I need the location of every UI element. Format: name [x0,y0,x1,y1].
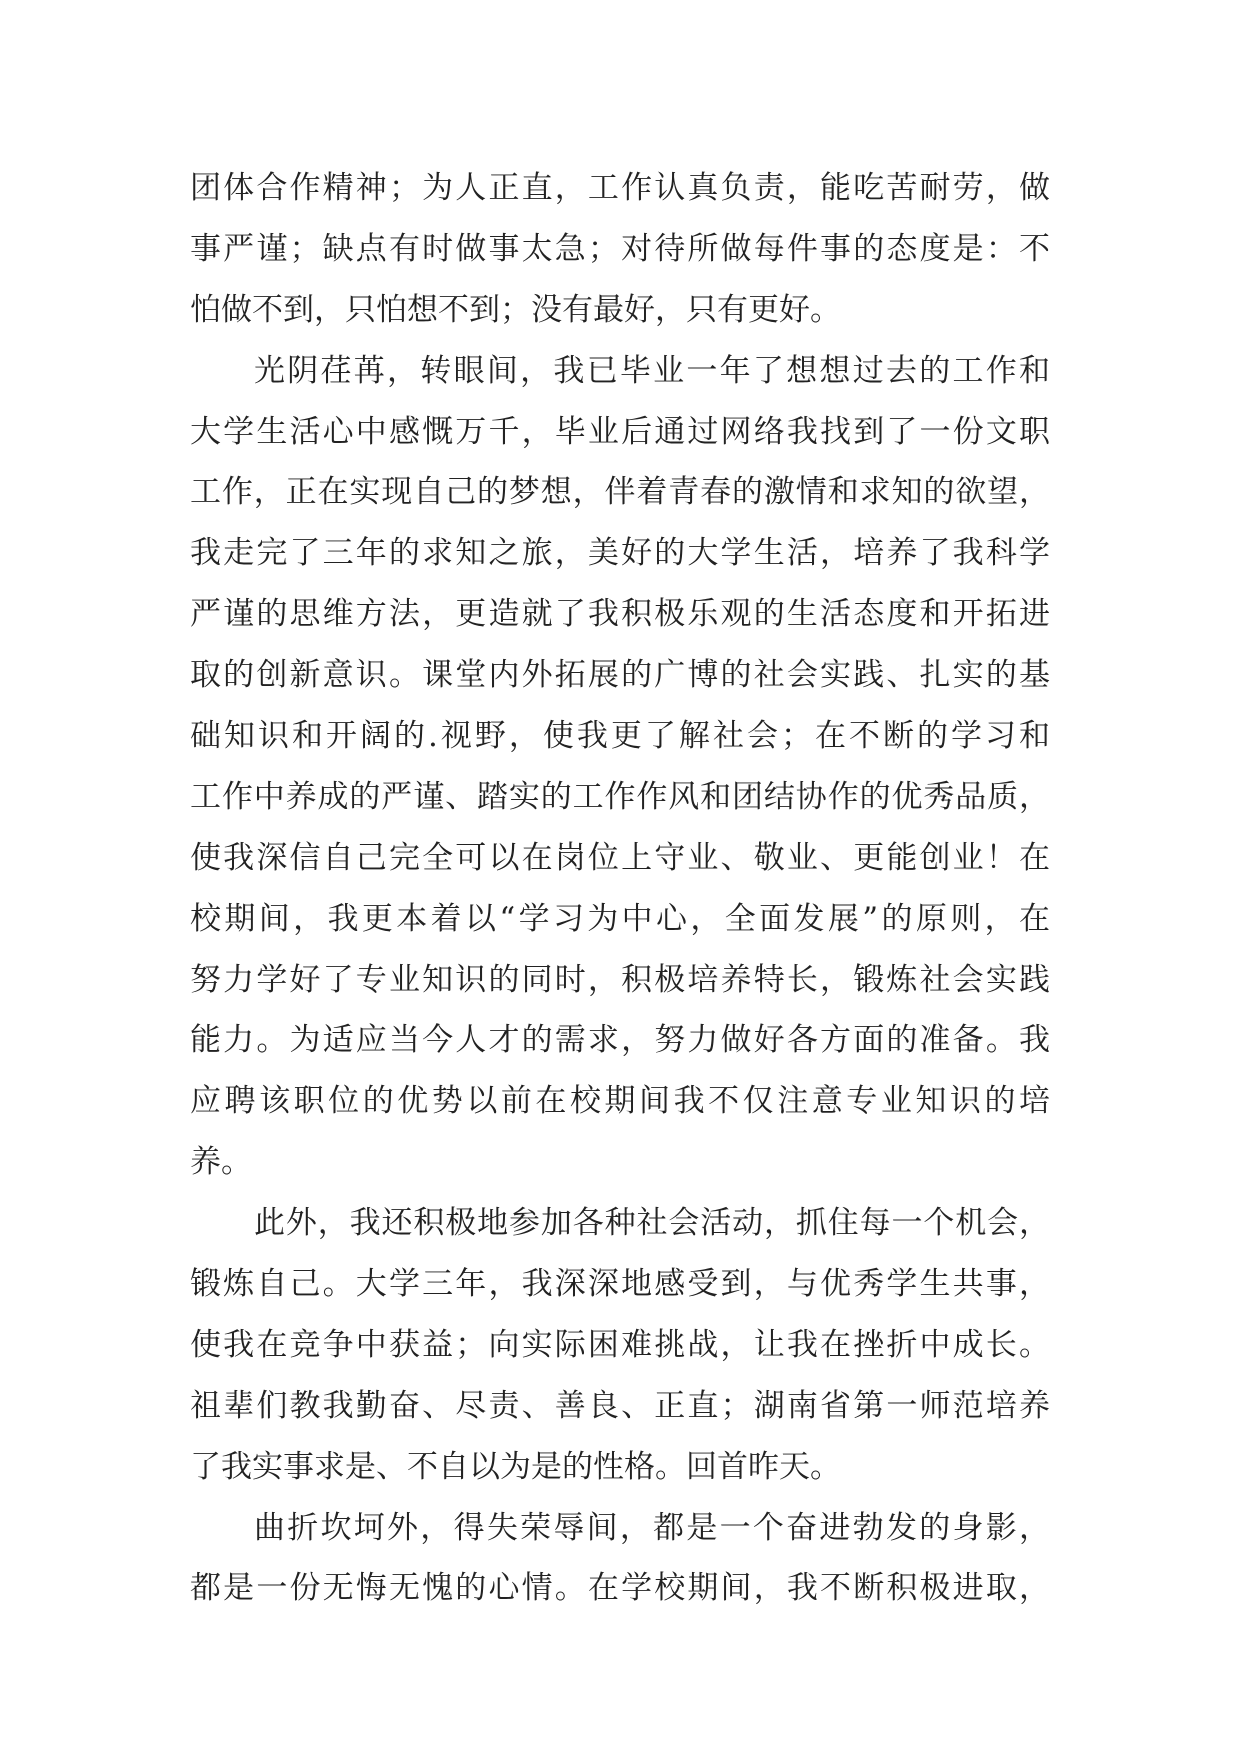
text-line: 严谨的思维方法，更造就了我积极乐观的生活态度和开拓进 [190,596,1050,633]
document-body [190,158,1050,1619]
text-line: 使我在竞争中获益；向实际困难挑战，让我在挫折中成长。 [190,1326,1050,1363]
paragraph-first-line: 曲折坎坷外，得失荣辱间，都是一个奋进勃发的身影， [254,1509,1050,1546]
text-line: 工作中养成的严谨、踏实的工作作风和团结协作的优秀品质， [190,778,1050,815]
text-line: 了我实事求是、不自以为是的性格。回首昨天。 [190,1448,841,1485]
text-line: 能力。为适应当今人才的需求，努力做好各方面的准备。我 [190,1022,1050,1059]
text-line: 大学生活心中感慨万千，毕业后通过网络我找到了一份文职 [190,413,1050,450]
paragraph-first-line: 光阴荏苒，转眼间，我已毕业一年了想想过去的工作和 [254,352,1050,389]
text-line: 我走完了三年的求知之旅，美好的大学生活，培养了我科学 [190,535,1050,572]
text-line: 都是一份无悔无愧的心情。在学校期间，我不断积极进取， [190,1570,1050,1607]
text-line: 校期间，我更本着以“学习为中心，全面发展”的原则，在 [190,900,1050,937]
text-line: 怕做不到，只怕想不到；没有最好，只有更好。 [190,291,841,328]
text-line: 养。 [190,1144,252,1181]
text-line: 锻炼自己。大学三年，我深深地感受到，与优秀学生共事， [190,1266,1050,1303]
text-line: 工作，正在实现自己的梦想，伴着青春的激情和求知的欲望， [190,474,1050,511]
text-line: 努力学好了专业知识的同时，积极培养特长，锻炼社会实践 [190,961,1050,998]
text-line: 使我深信自己完全可以在岗位上守业、敬业、更能创业！在 [190,839,1050,876]
text-line: 祖辈们教我勤奋、尽责、善良、正直；湖南省第一师范培养 [190,1387,1050,1424]
text-line: 事严谨；缺点有时做事太急；对待所做每件事的态度是：不 [190,230,1050,267]
text-line: 取的创新意识。课堂内外拓展的广博的社会实践、扎实的基 [190,657,1050,694]
text-line: 应聘该职位的优势以前在校期间我不仅注意专业知识的培 [190,1083,1050,1120]
text-line: 团体合作精神；为人正直，工作认真负责，能吃苦耐劳，做 [190,170,1050,206]
text-line: 础知识和开阔的.视野，使我更了解社会；在不断的学习和 [190,718,1050,755]
paragraph-first-line: 此外，我还积极地参加各种社会活动，抓住每一个机会， [254,1205,1050,1242]
